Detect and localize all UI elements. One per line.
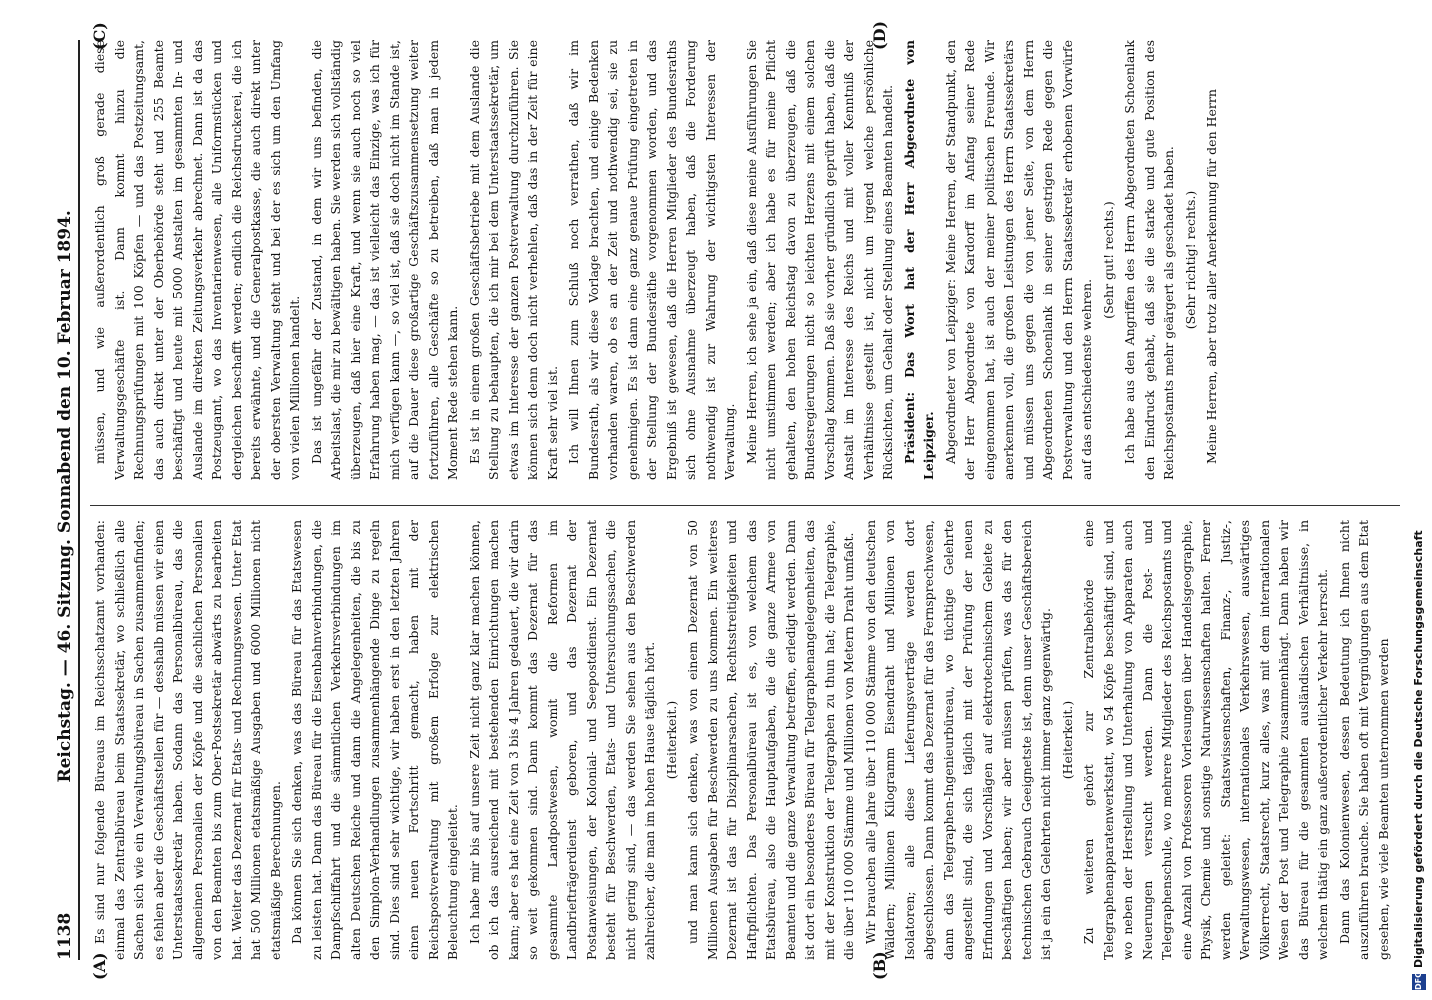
paragraph: Ich habe aus den Angriffen des Herrn Abgeordneten Schoenlank den Eindruck gehabt, daß sie die starke und gute Position des Reichspostamts mehr geärgert als geschadet haben. xyxy=(1122,40,1176,480)
paragraph: Es ist in einem großen Geschäftsbetriebe mit dem Auslande die Stellung zu behaupten, die ich mir bei dem Unterstaatssekretär, um etwas im Interesse der ganzen Postverwaltung durchzuführen. Sie können sich denn doch nicht verhehlen, daß das in der Zeit für eine Kraft sehr viel ist. xyxy=(466,40,560,480)
paragraph: Wir brauchen alle Jahre über 110 000 Stämme von den deutschen Wäldern; Millionen Kilogramm Eisendraht und Millionen von Isolatoren; alle diese Lieferungsverträge werden dort abgeschlossen. Dann kommt das Dezernat für das Fernsprechwesen, dann das Telegraphen-Ingenieurbüreau, wo tüchtige Gelehrte angestellt sind, die sich täglich mit der Prüfung der neuen Erfindungen und Vorschlägen auf elektrotechnischem Gebiete zu beschäftigen haben; wir aber müssen prüfen, was das für den technischen Gebrauch Geeignetste ist, denn unser Geschäftsbereich ist ja ein den Gelehrten nicht immer ganz gegenwärtig. xyxy=(862,520,1053,960)
interjection: (Heiterkeit.) xyxy=(663,700,679,780)
footer-credit-text: Digitalisierung gefördert durch die Deutsche Forschungsgemeinschaft xyxy=(1412,530,1425,968)
paragraph: Abgeordneter von Leipziger: Meine Herren, der Standpunkt, den der Herr Abgeordnete von Kardorff im Anfang seiner Rede eingenommen hat, ist auch der meiner politischen Freunde. Wir anerkennen voll, die großen Leistungen des Herrn Staatssekretärs und müssen uns gegen die von jener Seite, von dem Herrn Abgeordneten Schoenlank in seiner gestrigen Rede gegen die Postverwaltung und den Herrn Staatssekretär erhobenen Vorwürfe auf das entschiedenste wehren. xyxy=(942,40,1094,480)
margin-mark-a: (A) xyxy=(90,952,109,980)
page-header xyxy=(52,40,80,960)
paragraph: Ich habe mir bis auf unsere Zeit nicht ganz klar machen können, ob ich das ausreichend mit bestehenden Einrichtungen machen kann; aber es hat eine Zeit von 3 bis 4 Jahren gedauert, die wir darin so weit gekommen sind. Dann kommt das Dezernat für das gesammte Landpostwesen, womit die Reformen im Landbriefträgerdienst geboren, und das Dezernat der Postanweisungen, der Kolonial- und Seepostdienst. Ein Dezernat besteht für Beschwerden, Etats- und Untersuchungssachen, die nicht gering sind, — das werden Sie sehen aus den Beschwerden zahlreicher, die man im hohen Hause täglich hört. xyxy=(466,520,657,960)
speaker-paragraph: Präsident: Das Wort hat der Herr Abgeordnete von Leipziger. xyxy=(901,40,936,480)
paragraph: Meine Herren, aber trotz aller Anerkennung für den Herrn xyxy=(1204,89,1219,464)
document-page xyxy=(50,20,1432,980)
paragraph: Ich will Ihnen zum Schluß noch verrathen, daß wir im Bundesrath, als wir diese Vorlage brachten, und einige Bedenken vorhanden waren, ob es an der Zeit und nothwendig sei, sie zu genehmigen. Es ist dann eine ganz genaue Prüfung eingetreten in der Stellung der Bundesräthe vorgenommen worden, und das Ergebniß ist gewesen, daß die Herren Mitglieder des Bundesraths sich ohne Ausnahme überzeugt haben, daß die Forderung nothwendig ist zur Wahrung der wichtigsten Interessen der Verwaltung. xyxy=(566,40,737,480)
right-column xyxy=(90,40,1400,480)
page-title: Reichstag. — 46. Sitzung. Sonnabend den 10. Februar 1894. xyxy=(55,210,75,783)
margin-mark-c: (C) xyxy=(90,22,109,50)
paragraph: Zu weiteren gehört zur Zentralbehörde eine Telegraphenapparatenwerkstatt, wo 54 Köpfe beschäftigt sind, und wo neben der Herstellung und Unterhaltung von Apparaten auch Neuerungen versucht werden. Dann die Post- und Telegraphenschule, wo mehrere Mitglieder des Reichspostamts und eine Anzahl von Professoren Vorlesungen über Handelsgeographie, Physik, Chemie und sonstige Naturwissenschaften halten. Ferner werden geleitet: Staatswissenschaften, Finanz-, Justiz-, Verwaltungswesen, internationales Verkehrswesen, auswärtiges Völkerrecht, Staatsrecht, kurz alles, was mit dem internationalen Wesen der Post und Telegraphie zusammenhängt. Dann haben wir das Büreau für die gesammten ausländischen Verhältnisse, in welchem thätig ein ganz außerordentlicher Verkehr herrscht. xyxy=(1081,520,1330,960)
page-number: 1138 xyxy=(55,912,75,960)
margin-mark-d: (D) xyxy=(870,20,889,50)
paragraph: Das ist ungefähr der Zustand, in dem wir uns befinden, die Arbeitslast, die mir zu bewältigen haben. Sie werden sich vollständig überzeugen, daß hier eine Kraft, und wenn sie auch noch so viel Erfahrung haben mag, — das ist vielleicht das Einzige, was ich für mich verfügen kann —, so viel ist, daß sie doch nicht im Stande ist, auf die Dauer diese großartige Geschäftszusammensetzung weiter fortzuführen, alle Geschäfte so zu betreiben, daß man in jedem Moment Rede stehen kann. xyxy=(308,40,460,480)
paragraph: Dann das Kolonienwesen, dessen Bedeutung ich Ihnen nicht auszuführen brauche. Sie haben oft mit Vergnügungen aus dem Etat gesehen, wie viele Beamten unternommen werden xyxy=(1336,520,1391,960)
paragraph: Es sind nur folgende Büreaus im Reichsschatzamt vorhanden: einmal das Zentralbüreau beim Staatssekretär, wo schließlich alle Sachen sich wie ein Verwaltungsbüreau in Sachen zusammenfinden; es fehlen aber die Geschäftsstellen für — desshalb müssen wir einen Unterstaatssekretär haben. Sodann das Personalbüreau, das die allgemeinen Personalien der Köpfe und die sachlichen Personalien von den Beamten bis zum Ober-Postsekretär abwärts zu bearbeiten hat. Weiter das Dezernat für Etats- und Rechnungswesen. Unter Etat hat 500 Millionen etatsmäßige Ausgaben und 6000 Millionen nicht etatsmäßige Berechnungen. xyxy=(92,520,283,960)
dfg-logo: DFG xyxy=(1412,974,1426,990)
interjection: (Heiterkeit.) xyxy=(1059,700,1075,780)
paragraph: Meine Herren, ich sehe ja ein, daß diese meine Ausführungen Sie nicht umstimmen werden; aber ich habe es für meine Pflicht gehalten, den hohen Reichstag davon zu überzeugen, daß die Bundesregierungen nicht so leichten Herzens mit einem solchen Vorschlag kommen. Daß sie vorher gründlich geprüft haben, daß die Anstalt im Interesse des Reichs und mit voller Kenntniß der Verhältnisse gestellt ist, nicht um irgend welche persönliche Rücksichten, um Gehalt oder Stellung eines Beamten handelt. xyxy=(743,40,895,480)
column-divider xyxy=(90,505,1400,506)
paragraph: und man kann sich denken, was von einem Dezernat von 50 Millionen Ausgaben für Beschwerden zu uns kommen. Ein weiteres Dezernat ist das für Disziplinarsachen, Rechtsstreitigkeiten und Haftpflichten. Das Personalbüreau ist es, von welchem das Etatsbüreau, also die Hauptaufgaben, die die ganze Armee von Beamten und die ganze Verwaltung betreffen, erledigt werden. Dann ist dort ein besonderes Büreau für Telegraphenangelegenheiten, das mit der Konstruktion der Telegraphen zu thun hat; die Telegraphie, die über 110 000 Stämme und Millionen von Metern Draht umfaßt. xyxy=(685,520,856,960)
footer-credit xyxy=(1412,0,1430,990)
interjection: (Sehr richtig! rechts.) xyxy=(1182,190,1198,330)
left-column xyxy=(90,520,1400,960)
paragraph: Da können Sie sich denken, was das Büreau für das Etatswesen zu leisten hat. Dann das Büreau für die Eisenbahnverbindungen, die Dampfschiffahrt und die sämmtlichen Verkehrsverbindungen im alten Deutschen Reiche und dann die Angelegenheiten, die bis zu den Simplon-Verhandlungen zusammenhängende Dinge zu regeln sind. Dies sind sehr wichtige, wir haben erst in den letzten Jahren einen neuen Fortschritt gemacht, haben mit der Reichspostverwaltung mit großem Erfolge zur elektrischen Beleuchtung eingeleitet. xyxy=(289,520,460,960)
paragraph: müssen, und wie außerordentlich groß gerade diese Verwaltungsgeschäfte ist. Dann kommt hinzu die Rechnungsprüfungen mit 100 Köpfen — und das Postzeitungsamt, das auch direkt unter der Oberbehörde steht und 255 Beamte beschäftigt und heute mit 5000 Anstalten im gesammten In- und Auslande im direkten Zeitungsverkehr abrechnet. Dann ist da das Postzeugamt, wo das Inventarienwesen, alle Uniformstücken und dergleichen beschafft werden; endlich die Reichsdruckerei, die ich bereits erwähnte, und die Generalpostkasse, die auch direkt unter der obersten Verwaltung steht und bei der es sich um den Umfang von vielen Millionen handelt. xyxy=(92,40,302,480)
interjection: (Sehr gut! rechts.) xyxy=(1100,201,1116,319)
margin-mark-b: (B) xyxy=(870,951,889,980)
